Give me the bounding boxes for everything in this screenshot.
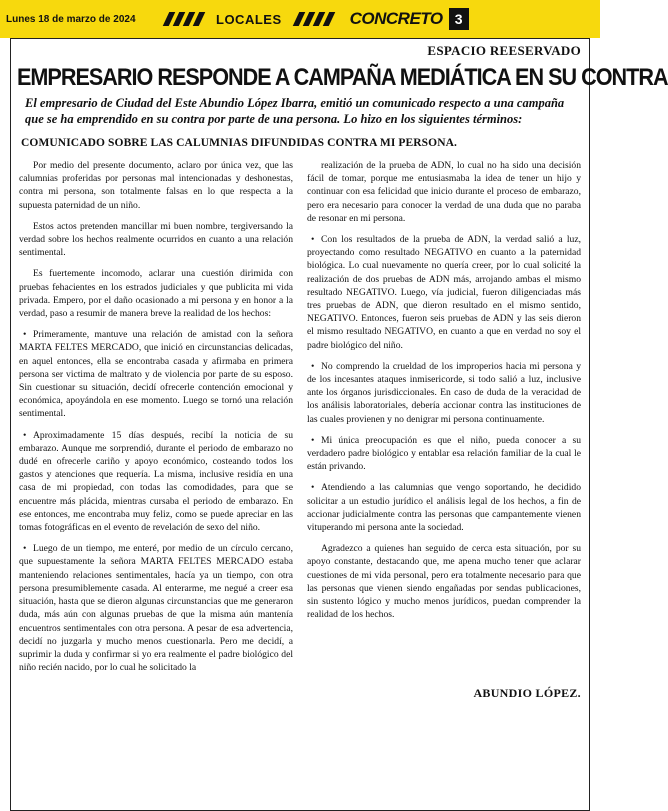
body-paragraph: • Luego de un tiempo, me enteré, por medio de un círculo cercano, que supuestamente la señora MARTA FELTES MERCADO estaba manteniendo relaciones sentimentales, hacía ya un tiempo, con otra persona presumiblemente casada. Al enterarme, me negué a creer esa situación, hasta que se dieron algunas circunstancias que me generaron duda, más aún con algunas pruebas de que la misma aún mantenía encuentros sentimentales con otra persona. A pesar de esa advertencia, decidí no juzgarla y mucho menos cuestionarla. Pero me decidí, a suprimir la duda y confirmar si yo era realmente el padre biológico del niño recién nacido, por lo cual he solicitado la [19, 542, 293, 674]
issue-date: Lunes 18 de marzo de 2024 [6, 13, 136, 25]
article-tag: ESPACIO REESERVADO [427, 43, 581, 58]
body-paragraph: • Atendiendo a las calumnias que vengo soportando, he decidido solicitar a un estudio jurídico el análisis legal de los hechos, a fin de accionar judicialmente contra las personas que campantemente vienen vituperando mi persona ante la sociedad. [307, 481, 581, 534]
body-paragraph: • Mi única preocupación es que el niño, pueda conocer a su verdadero padre biológico y entablar esa relación familiar de la cual le están privando. [307, 434, 581, 474]
body-paragraph: • Aproximadamente 15 días después, recibí la noticia de su embarazo. Aunque me sorprendió, durante el periodo de embarazo no dudé en ofrecerle cariño y apoyo económico, costeando todos los gastos y atenciones que requería. La misma, inclusive residía en una casa de mi propiedad, con todas las comodidades, para que se encuentre más plácida, mientras cursaba el periodo de embarazo. En ese entonces, me encontraba muy feliz, como se puede apreciar en las tomas fotográficas en el evento de revelación de sexo del niño. [19, 429, 293, 535]
signature: ABUNDIO LÓPEZ. [473, 686, 581, 701]
body-paragraph: Por medio del presente documento, aclaro por única vez, que las calumnias proferidas por personas mal intencionadas y deshonestas, contra mi persona, son totalmente falsas en lo que respecta a la supuesta paternidad de un niño. [19, 160, 293, 211]
body-paragraph: realización de la prueba de ADN, lo cual no ha sido una decisión fácil de tomar, porque me entusiasmaba la idea de tener un hijo y continuar con esa felicidad que inicio durante el proceso de embarazo, pero era necesario para conocer la verdad de una duda que no paraba de resonar en mi persona. [307, 160, 581, 224]
body-paragraph: Es fuertemente incomodo, aclarar una cuestión dirimida con pruebas fehacientes en los estrados judiciales y que publicita mi vida privada. Empero, por el daño ocasionado a mi persona y en honor a la verdad, paso a resumir de manera breve la realidad de los hechos: [19, 268, 293, 320]
body-paragraph: • Primeramente, mantuve una relación de amistad con la señora MARTA FELTES MERCADO, que inició en circunstancias delicadas, en aquel entonces, ella se encontraba casada y afirmaba en primera persona ser victima de maltrato y de violencia por parte de su esposo. Sin cuestionar su situación, decidí ofrecerle contención emocional y económica, apoyándola en ese momento. Luego se tornó una relación sentimental. [19, 328, 293, 420]
body-paragraph: • Con los resultados de la prueba de ADN, la verdad salió a luz, proyectando como resultado NEGATIVO en cuanto a la paternidad biológica. Lo cual nuevamente no quería creer, por lo cual solicité la realización de dos pruebas de ADN más, arrojando ambas el mismo resultado NEGATIVO. Luego, vía judicial, fueron diligenciadas más tres pruebas de ADN, que dieron resultado en el mismo sentido, NEGATIVO. Entonces, fueron seis pruebas de ADN y las seis dieron el mismo resultado NEGATIVO, en cuanto a que en verdad no soy el padre biológico del niño. [307, 233, 581, 352]
brand-logo: CONCRETO [349, 9, 443, 28]
section-label: LOCALES [216, 11, 282, 27]
stripes-decoration [296, 12, 332, 26]
article-body [19, 159, 581, 682]
stripes-decoration [166, 12, 202, 26]
article-headline: EMPRESARIO RESPONDE A CAMPAÑA MEDIÁTICA EN SU CONTRA [17, 64, 668, 91]
article-frame [10, 38, 668, 811]
left-column [19, 159, 293, 682]
body-paragraph: Agradezco a quienes han seguido de cerca esta situación, por su apoyo constante, destacando que, me apena mucho tener que aclarar cuestiones de mi vida personal, pero era totalmente necesario para que las personas que vienen siendo engañadas por sendas publicaciones, sin sustento lógico y mucho menos jurídicos, puedan comprender la realidad de los hechos. [307, 543, 581, 621]
article-lead: El empresario de Ciudad del Este Abundio López Ibarra, emitió un comunicado respecto a una campaña que se ha emprendido en su contra por parte de una persona. Lo hizo en los siguientes términos: [25, 96, 565, 126]
page-number: 3 [449, 8, 469, 30]
statement-title: COMUNICADO SOBRE LAS CALUMNIAS DIFUNDIDAS CONTRA MI PERSONA. [21, 137, 458, 149]
header-bar [0, 0, 600, 38]
body-paragraph: Estos actos pretenden mancillar mi buen nombre, tergiversando la verdad sobre los hechos realmente ocurridos en cuanto a una relación sentimental. [19, 220, 293, 259]
body-paragraph: • No comprendo la crueldad de los improperios hacia mi persona y de los incesantes ataques inmisericorde, si todo salió a luz, inclusive ante los órganos jurisdiccionales. En caso de duda de la veracidad de los análisis laboratoriales, debería accionar contra las instituciones de las cuales provienen y no denigrar mi persona continuamente. [307, 360, 581, 426]
right-column [307, 159, 581, 682]
